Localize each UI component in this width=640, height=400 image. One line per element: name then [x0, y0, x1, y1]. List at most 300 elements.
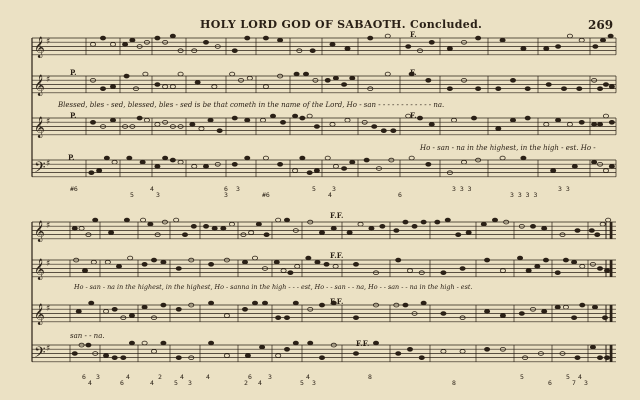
note-head — [358, 222, 363, 226]
note-head — [333, 265, 338, 269]
key-sharp: ♯ — [46, 221, 51, 231]
note-head — [409, 156, 414, 160]
note-head — [331, 227, 336, 231]
note-head — [170, 85, 175, 89]
note-head — [330, 123, 335, 127]
note-head — [263, 156, 268, 160]
note-head — [144, 118, 149, 122]
note-head — [116, 265, 121, 269]
note-head — [140, 218, 145, 222]
note-head — [406, 45, 411, 49]
note-head — [217, 129, 222, 133]
note-head — [350, 160, 355, 164]
note-head — [161, 260, 166, 264]
dynamic-p-3: P. — [68, 153, 75, 162]
note-head — [456, 233, 461, 237]
note-head — [345, 118, 350, 122]
note-head — [385, 34, 390, 38]
dynamic-p-1: P. — [70, 68, 77, 77]
note-head — [284, 316, 289, 320]
note-head — [155, 123, 160, 127]
note-head — [451, 118, 456, 122]
note-head — [353, 262, 358, 266]
note-head — [303, 72, 308, 76]
note-head — [447, 47, 452, 51]
clef-symbol: 𝄞 — [34, 37, 45, 58]
dynamic-ff-3: F.F. — [330, 297, 344, 306]
note-head — [542, 227, 547, 231]
note-head — [178, 72, 183, 76]
note-head — [232, 162, 237, 166]
note-head — [292, 169, 297, 173]
note-head — [580, 303, 585, 307]
note-head — [155, 36, 160, 40]
note-head — [417, 116, 422, 120]
note-head — [546, 83, 551, 87]
note-head — [597, 267, 602, 271]
dynamic-ff-1: F.F. — [330, 211, 344, 220]
figured-bass-number: 7 — [572, 379, 576, 387]
note-head — [128, 256, 133, 260]
note-head — [284, 218, 289, 222]
dynamic-f-1: F. — [410, 30, 417, 39]
note-head — [203, 224, 208, 228]
figured-bass-number: #6 — [70, 185, 78, 193]
figured-bass-number: 2 — [158, 373, 162, 381]
note-head — [208, 341, 213, 345]
note-head — [203, 40, 208, 44]
note-head — [441, 271, 446, 275]
key-sharp: ♯ — [46, 75, 51, 85]
note-head — [247, 76, 252, 80]
note-head — [300, 116, 305, 120]
note-head — [609, 165, 614, 169]
note-head — [155, 165, 160, 169]
note-head — [224, 314, 229, 318]
note-head — [551, 169, 556, 173]
note-head — [563, 305, 568, 309]
note-head — [353, 352, 358, 356]
note-head — [89, 171, 94, 175]
note-head — [208, 118, 213, 122]
note-head — [597, 123, 602, 127]
figured-bass-number: 3 — [312, 379, 316, 387]
note-head — [521, 47, 526, 51]
lyrics-system2-line2: san - - na. — [70, 332, 105, 340]
note-head — [500, 269, 505, 273]
note-head — [276, 316, 281, 320]
figured-bass-number: 5 — [566, 373, 570, 381]
note-head — [325, 78, 330, 82]
note-head — [176, 267, 181, 271]
note-head — [447, 87, 452, 91]
note-head — [572, 165, 577, 169]
note-head — [471, 116, 476, 120]
note-head — [407, 269, 412, 273]
note-head — [575, 356, 580, 360]
note-head — [555, 118, 560, 122]
note-head — [579, 38, 584, 42]
key-sharp: ♯ — [46, 117, 51, 127]
figured-bass-number: 3 3 — [558, 185, 570, 193]
note-head — [276, 218, 281, 222]
note-head — [609, 120, 614, 124]
note-head — [525, 116, 530, 120]
note-head — [176, 307, 181, 311]
note-head — [245, 354, 250, 358]
note-head — [208, 262, 213, 266]
dynamic-p-2: P. — [70, 111, 77, 120]
figured-bass-number: 5 — [312, 185, 316, 193]
note-head — [229, 222, 234, 226]
note-head — [264, 233, 269, 237]
note-head — [575, 229, 580, 233]
note-head — [592, 305, 597, 309]
note-head — [252, 301, 257, 305]
note-head — [97, 169, 102, 173]
note-head — [544, 47, 549, 51]
note-head — [595, 233, 600, 237]
note-head — [276, 354, 281, 358]
note-head — [178, 160, 183, 164]
figured-bass-number: 3 — [156, 191, 160, 199]
note-head — [245, 118, 250, 122]
note-head — [604, 356, 609, 360]
note-head — [284, 347, 289, 351]
note-head — [100, 36, 105, 40]
note-head — [260, 118, 265, 122]
note-head — [232, 116, 237, 120]
note-head — [394, 229, 399, 233]
note-head — [481, 222, 486, 226]
figured-bass-number: 6 — [120, 379, 124, 387]
note-head — [112, 356, 117, 360]
note-head — [521, 156, 526, 160]
note-head — [484, 258, 489, 262]
note-head — [72, 352, 77, 356]
note-head — [104, 156, 109, 160]
note-head — [182, 233, 187, 237]
note-head — [170, 34, 175, 38]
note-head — [555, 305, 560, 309]
note-head — [112, 307, 117, 311]
clef-symbol: 𝄢 — [34, 159, 46, 180]
note-head — [597, 87, 602, 91]
figured-bass-number: 4 — [206, 373, 210, 381]
note-head — [600, 222, 605, 226]
note-head — [263, 85, 268, 89]
note-head — [263, 36, 268, 40]
note-head — [310, 49, 315, 53]
figured-bass-number: 4 — [306, 373, 310, 381]
note-head — [90, 43, 95, 47]
figured-bass-number: 3 3 3 — [452, 185, 472, 193]
note-head — [308, 341, 313, 345]
note-head — [124, 74, 129, 78]
note-head — [555, 271, 560, 275]
note-head — [124, 218, 129, 222]
note-head — [195, 81, 200, 85]
note-head — [140, 160, 145, 164]
note-head — [277, 38, 282, 42]
note-head — [441, 350, 446, 354]
note-head — [110, 118, 115, 122]
note-head — [208, 301, 213, 305]
note-head — [89, 301, 94, 305]
note-head — [333, 165, 338, 169]
note-head — [161, 341, 166, 345]
note-head — [476, 36, 481, 40]
note-head — [341, 83, 346, 87]
note-head — [368, 36, 373, 40]
dynamic-ff-2: F.F. — [330, 251, 344, 260]
note-head — [274, 260, 279, 264]
key-sharp: ♯ — [46, 159, 51, 169]
note-head — [597, 356, 602, 360]
note-head — [500, 38, 505, 42]
note-head — [403, 220, 408, 224]
note-head — [155, 83, 160, 87]
note-head — [530, 224, 535, 228]
note-head — [391, 129, 396, 133]
figured-bass-number: 8 — [452, 379, 456, 387]
note-head — [542, 310, 547, 314]
note-head — [381, 129, 386, 133]
note-head — [252, 256, 257, 260]
note-head — [577, 87, 582, 91]
lyrics-system2-line1: Ho - san - na in the highest, in the highest, Ho - sanna in the high - - - est, Ho - - san - - na, Ho - - san - - na in the high - est. — [74, 283, 473, 291]
note-head — [221, 227, 226, 231]
figured-bass-number: 6 — [224, 185, 228, 193]
note-head — [270, 114, 275, 118]
note-head — [163, 156, 168, 160]
note-head — [517, 256, 522, 260]
note-head — [130, 38, 135, 42]
note-head — [496, 127, 501, 131]
note-head — [91, 260, 96, 264]
note-head — [426, 78, 431, 82]
note-head — [445, 218, 450, 222]
note-head — [242, 260, 247, 264]
note-head — [380, 224, 385, 228]
note-head — [90, 120, 95, 124]
note-head — [484, 347, 489, 351]
note-head — [460, 267, 465, 271]
clef-symbol: 𝄞 — [34, 75, 45, 96]
note-head — [563, 258, 568, 262]
note-head — [525, 87, 530, 91]
note-head — [466, 231, 471, 235]
note-head — [79, 227, 84, 231]
figured-bass-number: 3 — [332, 185, 336, 193]
note-head — [224, 354, 229, 358]
note-head — [142, 305, 147, 309]
note-head — [603, 83, 608, 87]
figured-bass-number: 3 — [236, 185, 240, 193]
figured-bass-number: 3 — [188, 379, 192, 387]
figured-bass-number: 6 — [82, 373, 86, 381]
note-head — [412, 224, 417, 228]
note-head — [242, 307, 247, 311]
note-head — [262, 301, 267, 305]
note-head — [429, 40, 434, 44]
note-head — [105, 260, 110, 264]
note-head — [230, 72, 235, 76]
note-head — [330, 43, 335, 47]
note-head — [300, 156, 305, 160]
note-head — [122, 43, 127, 47]
note-head — [161, 303, 166, 307]
note-head — [571, 316, 576, 320]
note-head — [100, 87, 105, 91]
note-head — [151, 350, 156, 354]
note-head — [385, 72, 390, 76]
note-head — [580, 265, 585, 269]
note-head — [121, 356, 126, 360]
note-head — [369, 227, 374, 231]
note-head — [137, 116, 142, 120]
dynamic-f-3: F. — [410, 111, 417, 120]
figured-bass-number: 5 — [520, 373, 524, 381]
note-head — [324, 262, 329, 266]
note-head — [110, 85, 115, 89]
note-head — [347, 231, 352, 235]
note-head — [142, 262, 147, 266]
lyrics-system1-line2: Ho - san - na in the highest, in the high - est. Ho - — [420, 144, 596, 152]
note-head — [555, 45, 560, 49]
note-head — [191, 224, 196, 228]
note-head — [295, 265, 300, 269]
note-head — [364, 158, 369, 162]
note-head — [103, 310, 108, 314]
note-head — [592, 123, 597, 127]
note-head — [129, 314, 134, 318]
note-head — [421, 301, 426, 305]
page-title: HOLY LORD GOD OF SABAOTH. Concluded. — [200, 18, 483, 31]
clef-symbol: 𝄞 — [34, 221, 45, 242]
note-head — [403, 303, 408, 307]
note-head — [170, 158, 175, 162]
figured-bass-number: 4 — [150, 379, 154, 387]
note-head — [127, 156, 132, 160]
note-head — [319, 356, 324, 360]
note-head — [82, 269, 87, 273]
note-head — [345, 47, 350, 51]
key-sharp: ♯ — [46, 259, 51, 269]
figured-bass-number: 4 — [578, 373, 582, 381]
figured-bass-number: 5 — [174, 379, 178, 387]
figured-bass-number: 4 — [126, 373, 130, 381]
figured-bass-number: 4 — [150, 185, 154, 193]
note-head — [314, 125, 319, 129]
note-head — [288, 271, 293, 275]
note-head — [606, 218, 611, 222]
note-head — [86, 343, 91, 347]
figured-bass-number: 4 — [258, 379, 262, 387]
note-head — [561, 87, 566, 91]
note-head — [602, 316, 607, 320]
key-sharp: ♯ — [46, 37, 51, 47]
note-head — [421, 220, 426, 224]
note-head — [589, 229, 594, 233]
note-head — [129, 341, 134, 345]
page-number: 269 — [588, 18, 614, 32]
note-head — [103, 354, 108, 358]
note-head — [543, 258, 548, 262]
note-head — [510, 78, 515, 82]
note-head — [608, 34, 613, 38]
figured-bass-number: 5 — [130, 191, 134, 199]
note-head — [245, 36, 250, 40]
figured-bass-number: 3 3 3 3 — [510, 191, 538, 199]
note-head — [256, 222, 261, 226]
note-head — [519, 312, 524, 316]
note-head — [325, 156, 330, 160]
lyrics-system1-line1: Blessed, bles - sed, blessed, bles - sed is be that cometh in the name of the Lord, Ho - san - - - - - - - - - - - - na. — [58, 101, 445, 109]
note-head — [190, 123, 195, 127]
note-head — [174, 218, 179, 222]
figured-bass-number: 3 — [268, 373, 272, 381]
note-head — [293, 341, 298, 345]
note-head — [76, 310, 81, 314]
note-head — [460, 350, 465, 354]
figured-bass-number: 4 — [88, 379, 92, 387]
note-head — [461, 160, 466, 164]
note-head — [484, 310, 489, 314]
figured-bass-number: 6 — [548, 379, 552, 387]
note-head — [500, 314, 505, 318]
figured-bass-number: 3 — [96, 373, 100, 381]
dynamic-ff-4: F.F. — [356, 339, 370, 348]
note-head — [199, 127, 204, 131]
note-head — [192, 165, 197, 169]
note-head — [232, 49, 237, 53]
note-head — [245, 156, 250, 160]
figured-bass-number: 8 — [368, 373, 372, 381]
note-head — [203, 165, 208, 169]
note-head — [396, 352, 401, 356]
note-head — [294, 72, 299, 76]
note-head — [319, 303, 324, 307]
figured-bass-number: 6 — [398, 191, 402, 199]
note-head — [593, 45, 598, 49]
note-head — [571, 260, 576, 264]
note-head — [108, 231, 113, 235]
note-head — [544, 123, 549, 127]
note-head — [259, 345, 264, 349]
note-head — [426, 162, 431, 166]
note-head — [476, 87, 481, 91]
key-sharp: ♯ — [46, 344, 51, 354]
note-head — [429, 123, 434, 127]
note-head — [112, 160, 117, 164]
figured-bass-number: 2 — [244, 379, 248, 387]
note-head — [500, 156, 505, 160]
clef-symbol: 𝄞 — [34, 304, 45, 325]
note-head — [567, 123, 572, 127]
note-head — [93, 218, 98, 222]
figured-bass-number: 4 — [180, 373, 184, 381]
note-head — [510, 118, 515, 122]
note-head — [603, 169, 608, 173]
figured-bass-number: 5 — [300, 379, 304, 387]
note-head — [609, 85, 614, 89]
note-head — [435, 220, 440, 224]
note-head — [396, 258, 401, 262]
note-head — [212, 227, 217, 231]
figured-bass-number: 3 — [224, 191, 228, 199]
note-head — [419, 356, 424, 360]
